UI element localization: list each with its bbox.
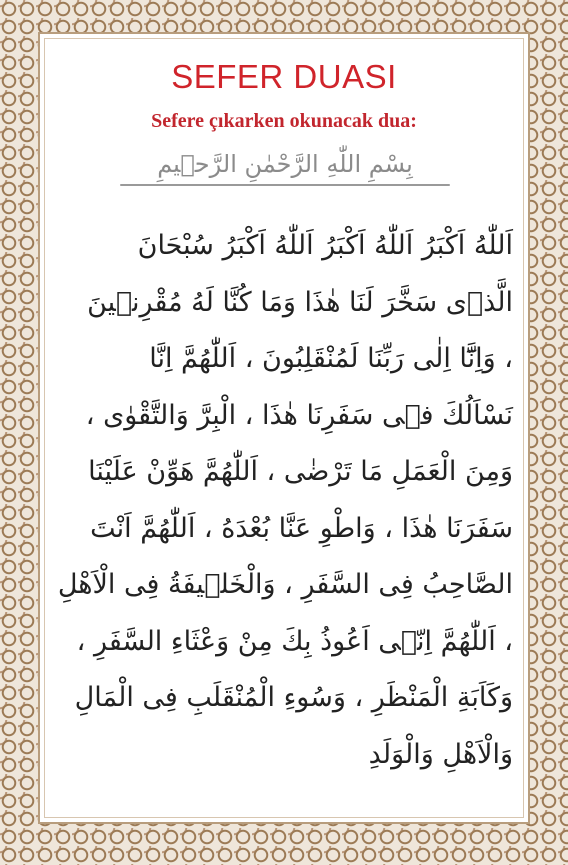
basmala-stroke — [120, 184, 450, 186]
dua-line: الصَّاحِبُ فِى السَّفَرِ ، وَالْخَل۪يفَةُ فِى الْاَهْلِ — [57, 569, 513, 600]
dua-line: نَسْاَلُكَ ف۪ى سَفَرِنَا هٰذَا ، الْبِرَّ وَالتَّقْوٰى ، — [85, 399, 513, 431]
page-title: SEFER DUASI — [171, 58, 397, 95]
dua-line: وَمِنَ الْعَمَلِ مَا تَرْضٰى ، اَللّٰهُمَّ هَوِّنْ عَلَيْنَا — [88, 456, 513, 487]
subtitle: Sefere çıkarken okunacak dua: — [151, 110, 417, 132]
basmala-calligraphy — [100, 150, 470, 198]
dua-text — [55, 218, 513, 783]
basmala-text: بِسْمِ اللّٰهِ الرَّحْمٰنِ الرَّح۪يمِ — [157, 150, 413, 178]
dua-line: اَللّٰهُ اَكْبَرُ اَللّٰهُ اَكْبَرُ اَللّٰهُ اَكْبَرُ سُبْحَانَ — [137, 230, 513, 261]
dua-line: ، اَللّٰهُمَّ اِنّ۪ى اَعُوذُ بِكَ مِنْ وَعْثَاءِ السَّفَرِ ، — [76, 625, 513, 657]
dua-line: الَّذ۪ى سَخَّرَ لَنَا هٰذَا وَمَا كُنَّا لَهُ مُقْرِن۪ينَ — [87, 286, 513, 318]
dua-line: وَكَاَبَةِ الْمَنْظَرِ ، وَسُوءِ الْمُنْقَلَبِ فِى الْمَالِ — [74, 682, 513, 713]
dua-line: وَالْاَهْلِ وَالْوَلَدِ — [368, 738, 513, 770]
dua-line: ، وَاِنَّٓا اِلٰى رَبِّنَا لَمُنْقَلِبُونَ ، اَللّٰهُمَّ اِنَّا — [149, 343, 513, 374]
dua-line: سَفَرَنَا هٰذَا ، وَاطْوِ عَنَّا بُعْدَهُ ، اَللّٰهُمَّ اَنْتَ — [90, 512, 513, 544]
